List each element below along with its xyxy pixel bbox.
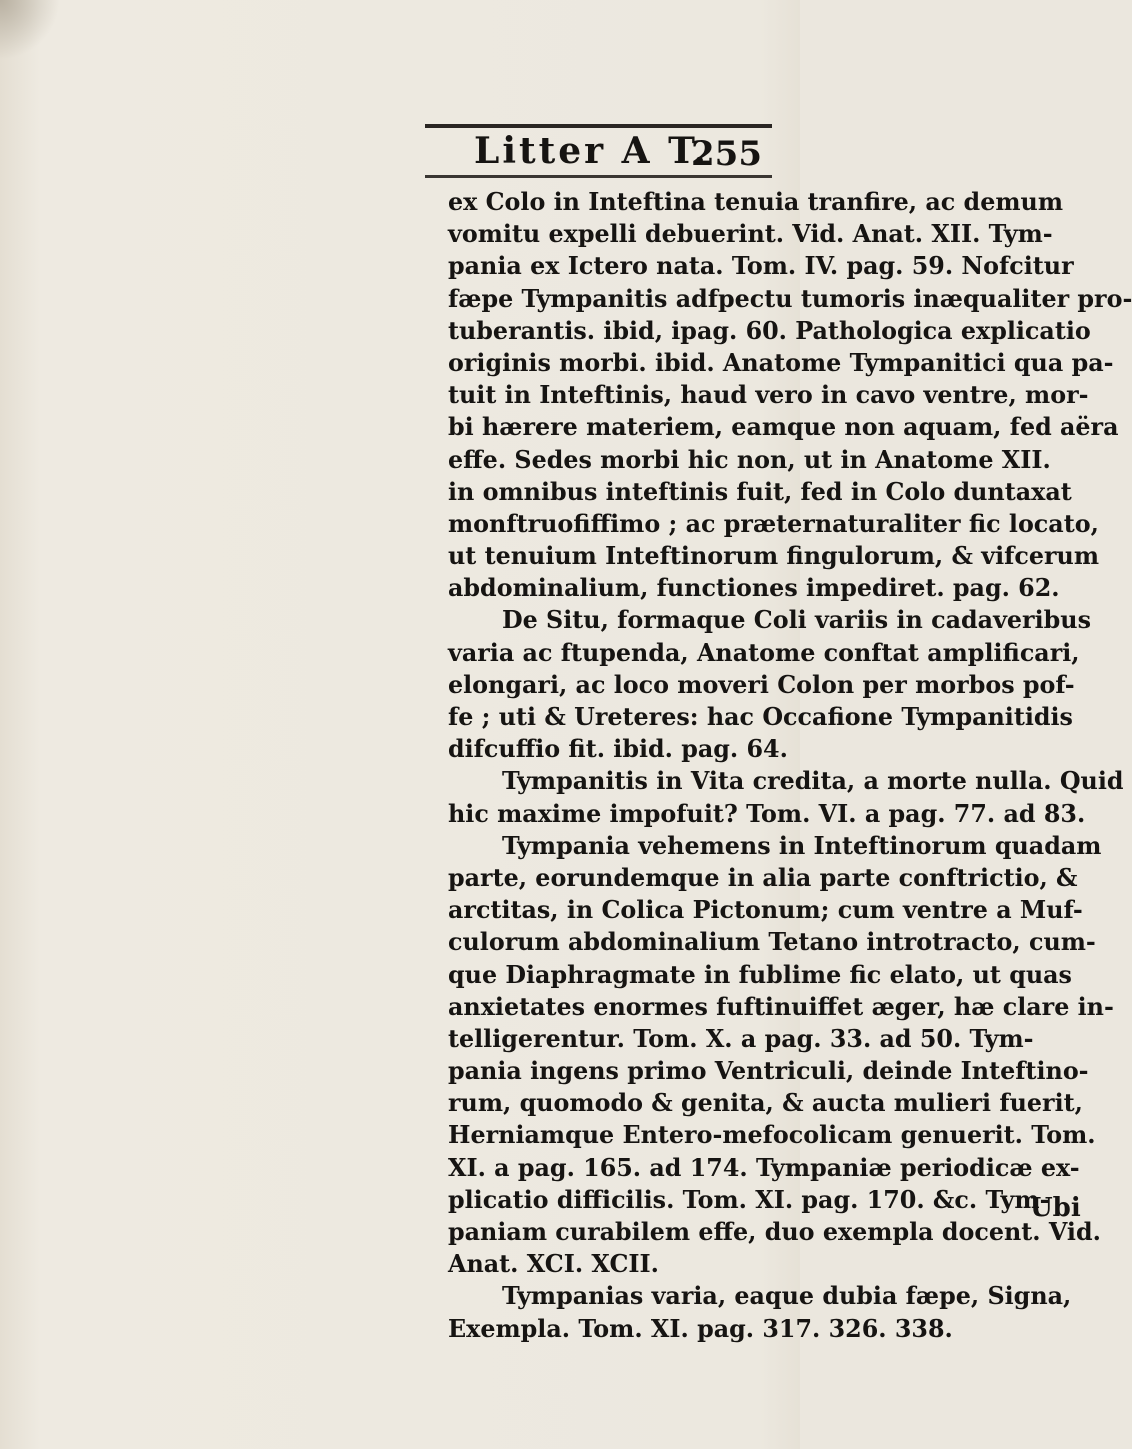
page-number: 255 — [691, 134, 762, 174]
text-line: vomitu expelli debuerint. Vid. Anat. XII. Tym- — [448, 220, 1053, 249]
text-line: plicatio difficilis. Tom. XI. pag. 170. &c. Tym- — [448, 1185, 1050, 1214]
text-line: ex Colo in Inteftina tenuia tranfire, ac demum — [448, 188, 1064, 216]
text-line: difcuffio fit. ibid. pag. 64. — [448, 735, 788, 764]
text-line: anxietates enormes fuftinuiffet æger, hæ clare in- — [448, 992, 1114, 1021]
text-line: que Diaphragmate in fublime fic elato, ut quas — [448, 960, 1072, 989]
text-line: varia ac ftupenda, Anatome conftat amplificari, — [448, 638, 1080, 667]
text-line: fæpe Tympanitis adfpectu tumoris inæqualiter pro- — [448, 284, 1132, 313]
text-line: elongari, ac loco moveri Colon per morbos pof- — [448, 670, 1075, 699]
paragraph-start-line: De Situ, formaque Coli variis in cadaveribus — [502, 606, 1091, 635]
entry-text — [448, 186, 1132, 1345]
text-line: fe ; uti & Ureteres: hac Occafione Tympanitidis — [448, 703, 1073, 731]
text-line: paniam curabilem effe, duo exempla docent. Vid. — [448, 1218, 1101, 1246]
text-line: Anat. XCI. XCII. — [448, 1250, 659, 1279]
text-line: telligerentur. Tom. X. a pag. 33. ad 50. Tym- — [448, 1024, 1034, 1053]
text-line: XI. a pag. 165. ad 174. Tympaniæ periodicæ ex- — [448, 1153, 1080, 1182]
text-line: pania ex Ictero nata. Tom. IV. pag. 59. Nofcitur — [448, 252, 1074, 281]
text-line: hic maxime impofuit? Tom. VI. a pag. 77. ad 83. — [448, 799, 1086, 828]
text-line: abdominalium, functiones impediret. pag. 62. — [448, 574, 1060, 603]
text-line: tuit in Inteftinis, haud vero in cavo ventre, mor- — [448, 381, 1089, 410]
header-rule-bottom — [425, 175, 772, 178]
text-line: originis morbi. ibid. Anatome Tympanitici qua pa- — [448, 348, 1114, 377]
paragraph-start-line: Tympania vehemens in Inteftinorum quadam — [502, 831, 1102, 860]
text-line: arctitas, in Colica Pictonum; cum ventre a Muf- — [448, 896, 1083, 925]
paragraph-start-line: Tympanias varia, eaque dubia fæpe, Signa, — [502, 1282, 1072, 1311]
text-line: culorum abdominalium Tetano introtracto, cum- — [448, 928, 1096, 957]
catchword: Ubi — [1030, 1193, 1081, 1223]
text-line: ut tenuium Inteftinorum fingulorum, & vifcerum — [448, 542, 1099, 571]
text-line: Herniamque Entero-mefocolicam genuerit. Tom. — [448, 1121, 1096, 1150]
text-line: bi hærere materiem, eamque non aquam, fed aëra — [448, 413, 1119, 442]
text-line: effe. Sedes morbi hic non, ut in Anatome XII. — [448, 445, 1051, 474]
text-line: pania ingens primo Ventriculi, deinde Inteftino- — [448, 1057, 1089, 1086]
running-head — [425, 128, 772, 175]
text-line: parte, eorundemque in alia parte conftrictio, & — [448, 863, 1078, 892]
text-line: Exempla. Tom. XI. pag. 317. 326. 338. — [448, 1314, 953, 1343]
paragraph-start-line: Tympanitis in Vita credita, a morte nulla. Quid — [502, 767, 1124, 796]
page-corner-stain — [0, 0, 60, 60]
text-line: monftruofiffimo ; ac præternaturaliter fic locato, — [448, 509, 1099, 538]
text-line: in omnibus inteftinis fuit, fed in Colo duntaxat — [448, 477, 1072, 506]
text-line: rum, quomodo & genita, & aucta mulieri fuerit, — [448, 1089, 1083, 1118]
running-head-title: Litter A T. — [474, 130, 709, 172]
text-line: tuberantis. ibid, ipag. 60. Pathologica explicatio — [448, 316, 1091, 345]
